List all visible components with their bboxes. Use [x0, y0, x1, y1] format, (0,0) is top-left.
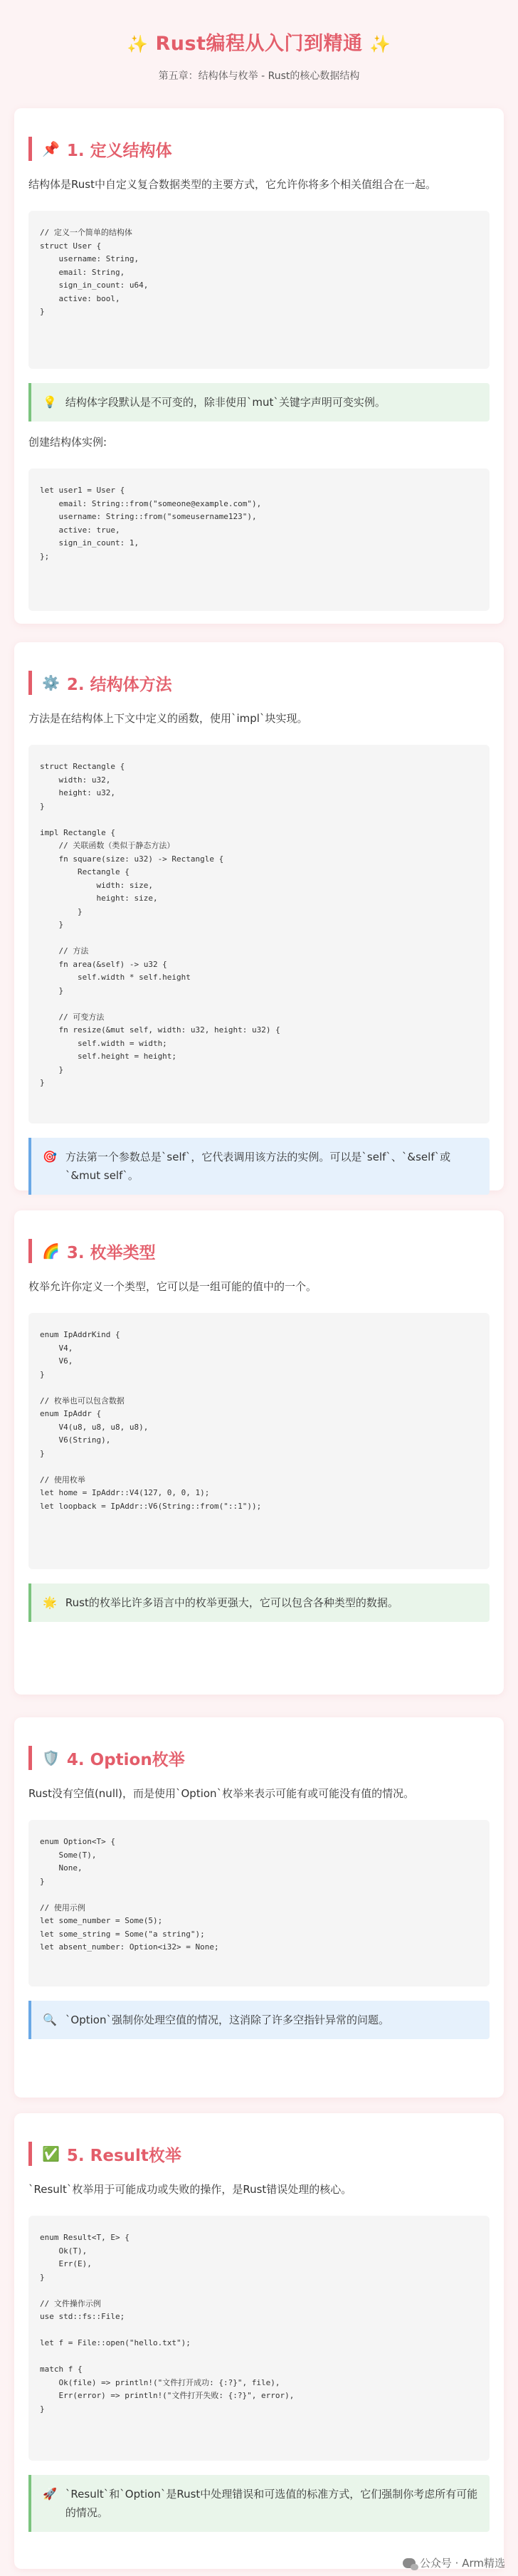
rainbow-icon: 🌈	[42, 1242, 60, 1260]
code-block: let user1 = User { email: String::from("someone@example.com"), username: String::from("someusername123"), active: true, sign_in_count: 1, };	[28, 468, 490, 611]
tip-box	[28, 1583, 490, 1622]
section-heading-text: 3. 枚举类型	[66, 1243, 156, 1262]
section-heading-text: 1. 定义结构体	[66, 141, 172, 160]
rocket-icon: 🚀	[43, 2487, 57, 2501]
tip-text: `Option`强制你处理空值的情况，这消除了许多空指针异常的问题。	[65, 2014, 389, 2026]
tip-text: 结构体字段默认是不可变的，除非使用`mut`关键字声明可变实例。	[65, 396, 386, 409]
tip-box	[28, 383, 490, 422]
section-card-struct-methods	[14, 642, 504, 1190]
target-icon: 🎯	[43, 1150, 57, 1163]
tip-box	[28, 2475, 490, 2532]
wechat-icon	[403, 2558, 416, 2568]
section-intro: 方法是在结构体上下文中定义的函数，使用`impl`块实现。	[28, 712, 308, 725]
section-heading-text: 5. Result枚举	[66, 2146, 181, 2165]
section-card-option-enum	[14, 1717, 504, 2098]
section-text: 创建结构体实例:	[28, 436, 107, 449]
sparkles-icon: ✨	[127, 34, 149, 54]
code-block: // 定义一个简单的结构体 struct User { username: String, email: String, sign_in_count: u64, active: bool, }	[28, 211, 490, 369]
magnifying-glass-icon: 🔍	[43, 2013, 57, 2026]
glowing-star-icon: 🌟	[43, 1596, 57, 1609]
section-heading-text: 4. Option枚举	[66, 1750, 185, 1769]
code-block: enum Option<T> { Some(T), None, } // 使用示例 let some_number = Some(5); let some_string = Some("a string"); let absent_number: Option<i32> = None;	[28, 1820, 490, 1986]
section-intro: 枚举允许你定义一个类型，它可以是一组可能的值中的一个。	[28, 1280, 317, 1293]
section-intro: `Result`枚举用于可能成功或失败的操作，是Rust错误处理的核心。	[28, 2183, 352, 2196]
pushpin-icon: 📌	[42, 140, 60, 157]
section-heading	[28, 1746, 490, 1770]
tip-text: `Result`和`Option`是Rust中处理错误和可选值的标准方式，它们强制你考虑所有可能的情况。	[65, 2488, 478, 2519]
section-card-enums	[14, 1210, 504, 1695]
sparkles-icon: ✨	[369, 34, 391, 54]
section-intro: Rust没有空值(null)，而是使用`Option`枚举来表示可能有或可能没有值的情况。	[28, 1787, 415, 1800]
code-block: struct Rectangle { width: u32, height: u32, } impl Rectangle { // 关联函数（类似于静态方法） fn square(size: u32) -> Rectangle { Rectangle { width: size, height: size, } } // 方法 fn area(&self) -> u32 { self.width * self.height } // 可变方法 fn resize(&mut self, width: u32, height: u32) { self.width = width; self.height = height; } }	[28, 745, 490, 1124]
section-heading	[28, 1239, 490, 1263]
section-heading	[28, 2142, 490, 2166]
section-card-struct-definition	[14, 108, 504, 624]
article-page	[0, 0, 518, 84]
tip-text: Rust的枚举比许多语言中的枚举更强大，它可以包含各种类型的数据。	[65, 1596, 398, 1609]
page-title	[14, 27, 504, 61]
code-block: enum IpAddrKind { V4, V6, } // 枚举也可以包含数据 enum IpAddr { V4(u8, u8, u8, u8), V6(String), } // 使用枚举 let home = IpAddr::V4(127, 0, 0, 1); let loopback = IpAddr::V6(String::from("::1"));	[28, 1313, 490, 1569]
section-heading-text: 2. 结构体方法	[66, 675, 172, 694]
tip-text: 方法第一个参数总是`self`，它代表调用该方法的实例。可以是`self`、`&self`或`&mut self`。	[65, 1151, 451, 1182]
section-card-result-enum	[14, 2113, 504, 2569]
page-subtitle: 第五章：结构体与枚举 - Rust的核心数据结构	[158, 70, 360, 82]
page-title-text: Rust编程从入门到精通	[155, 33, 363, 55]
tip-box	[28, 2001, 490, 2039]
section-heading	[28, 137, 490, 161]
watermark-text: 公众号 · Arm精选	[419, 2557, 505, 2570]
tip-box	[28, 1138, 490, 1195]
watermark	[403, 2555, 505, 2570]
code-block: enum Result<T, E> { Ok(T), Err(E), } // 文件操作示例 use std::fs::File; let f = File::open("hello.txt"); match f { Ok(file) => println!("文件打开成功: {:?}", file), Err(error) => println!("文件打开失败: {:?}", error), }	[28, 2216, 490, 2461]
shield-icon: 🛡️	[42, 1749, 60, 1766]
gear-icon: ⚙️	[42, 674, 60, 691]
section-heading	[28, 671, 490, 695]
section-intro: 结构体是Rust中自定义复合数据类型的主要方式，它允许你将多个相关值组合在一起。	[28, 178, 436, 191]
check-mark-icon: ✅	[42, 2145, 60, 2162]
light-bulb-icon: 💡	[43, 395, 57, 409]
